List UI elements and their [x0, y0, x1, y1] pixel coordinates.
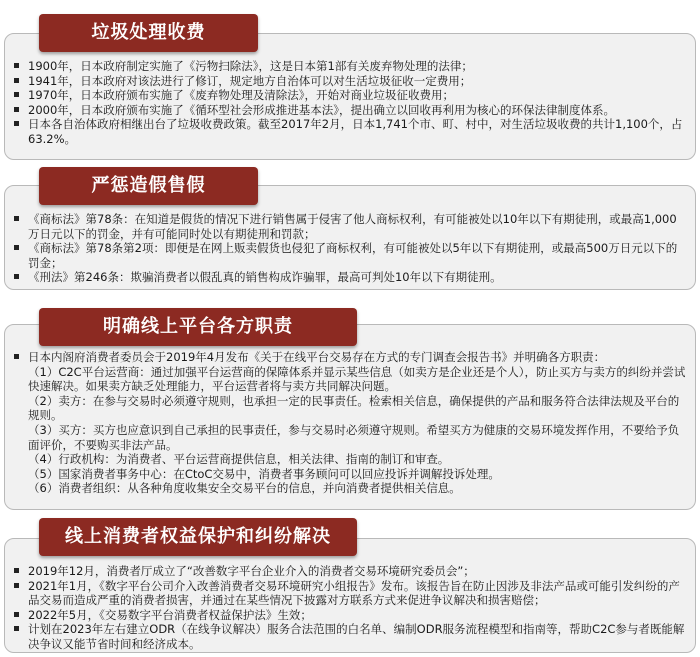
list-item: 《商标法》第78条第2项：即便是在网上贩卖假货也侵犯了商标权利，有可能被处以5年以下有期徒刑，或最高500万日元以下的罚金； — [14, 241, 686, 270]
list-item: 2022年5月，《交易数字平台消费者权益保护法》生效； — [14, 608, 686, 623]
bullet-marker — [14, 78, 19, 83]
list-item: （1）C2C平台运营商：通过加强平台运营商的保障体系并显示某些信息（如卖方是企业还是个人），防止买方与卖方的纠纷并尝试快速解决。如果卖方缺乏处理能力，平台运营者将与卖方共同解决问题。 — [28, 364, 686, 394]
bullet-marker — [14, 583, 19, 588]
list-item: 1970年，日本政府颁布实施了《废弃物处理及清除法》，开始对商业垃圾征收费用； — [14, 88, 686, 103]
list-item: （4）行政机构：为消费者、平台运营商提供信息，相关法律、指南的制订和审查。 — [28, 452, 450, 467]
list-item: 日本各自治体政府相继出台了垃圾收费政策。截至2017年2月，日本1,741个市、町、村中，对生活垃圾收费的共计1,100个，占63.2%。 — [14, 117, 686, 146]
list-item: （3）买方：买方也应意识到自己承担的民事责任，参与交易时必须遵守规则。希望买方为健康的交易环境发挥作用，不要给予负面评价，不要购买非法产品。 — [28, 422, 680, 452]
section-body-platform-duties — [14, 350, 686, 496]
list-item: （2）卖方：在参与交易时必须遵守规则，也承担一定的民事责任。检索相关信息，确保提供的产品和服务符合法律法规及平台的规则。 — [28, 393, 680, 423]
list-item: （6）消费者组织：从各种角度收集安全交易平台的信息，并向消费者提供相关信息。 — [28, 481, 461, 496]
list-item: 日本内阁府消费者委员会于2019年4月发布《关于在线平台交易存在方式的专门调查会报告书》并明确各方职责： — [14, 350, 686, 365]
list-item: 1941年，日本政府对该法进行了修订，规定地方自治体可以对生活垃圾征收一定费用； — [14, 74, 686, 89]
bullet-marker — [14, 626, 19, 631]
bullet-marker — [14, 612, 19, 617]
bullet-marker — [14, 245, 19, 250]
bullet-marker — [14, 92, 19, 97]
list-item: 1900年，日本政府制定实施了《污物扫除法》，这是日本第1部有关废弃物处理的法律； — [14, 59, 686, 74]
list-item: 《商标法》第78条：在知道是假货的情况下进行销售属于侵害了他人商标权利，有可能被处以10年以下有期徒刑，或最高1,000万日元以下的罚金，并有可能同时处以有期徒刑和罚款； — [14, 212, 686, 241]
section-title-platform-duties: 明确线上平台各方职责 — [39, 308, 357, 346]
bullet-marker — [14, 107, 19, 112]
bullet-marker — [14, 121, 19, 126]
list-item: 2000年，日本政府颁布实施了《循环型社会形成推进基本法》，提出确立以回收再利用为核心的环保法律制度体系。 — [14, 103, 686, 118]
section-body-counterfeit — [14, 212, 686, 285]
bullet-marker — [14, 274, 19, 279]
section-body-consumer-protection — [14, 564, 686, 652]
list-item: 2019年12月，消费者厅成立了“改善数字平台企业介入的消费者交易环境研究委员会”； — [14, 564, 686, 579]
bullet-marker — [14, 216, 19, 221]
section-title-counterfeit: 严惩造假售假 — [39, 167, 258, 205]
bullet-marker — [14, 354, 19, 359]
bullet-marker — [14, 63, 19, 68]
list-item: （5）国家消费者事务中心：在CtoC交易中，消费者事务顾问可以回应投诉并调解投诉处理。 — [28, 466, 500, 481]
section-body-garbage-fees — [14, 59, 686, 147]
section-title-garbage-fees: 垃圾处理收费 — [39, 14, 258, 52]
section-title-consumer-protection: 线上消费者权益保护和纠纷解决 — [39, 518, 357, 556]
list-item: 计划在2023年左右建立ODR（在线争议解决）服务合法范围的白名单、编制ODR服务流程模型和指南等，帮助C2C参与者既能解决争议又能节省时间和经济成本。 — [14, 622, 686, 651]
list-item: 《刑法》第246条：欺骗消费者以假乱真的销售构成诈骗罪，最高可判处10年以下有期徒刑。 — [14, 270, 686, 285]
list-item: 2021年1月，《数字平台公司介入改善消费者交易环境研究小组报告》发布。该报告旨在防止因涉及非法产品或可能引发纠纷的产品交易而造成严重的消费者损害，并通过在某些情况下披露对方联系方式来促进争议解决和损害赔偿； — [14, 579, 686, 608]
bullet-marker — [14, 568, 19, 573]
